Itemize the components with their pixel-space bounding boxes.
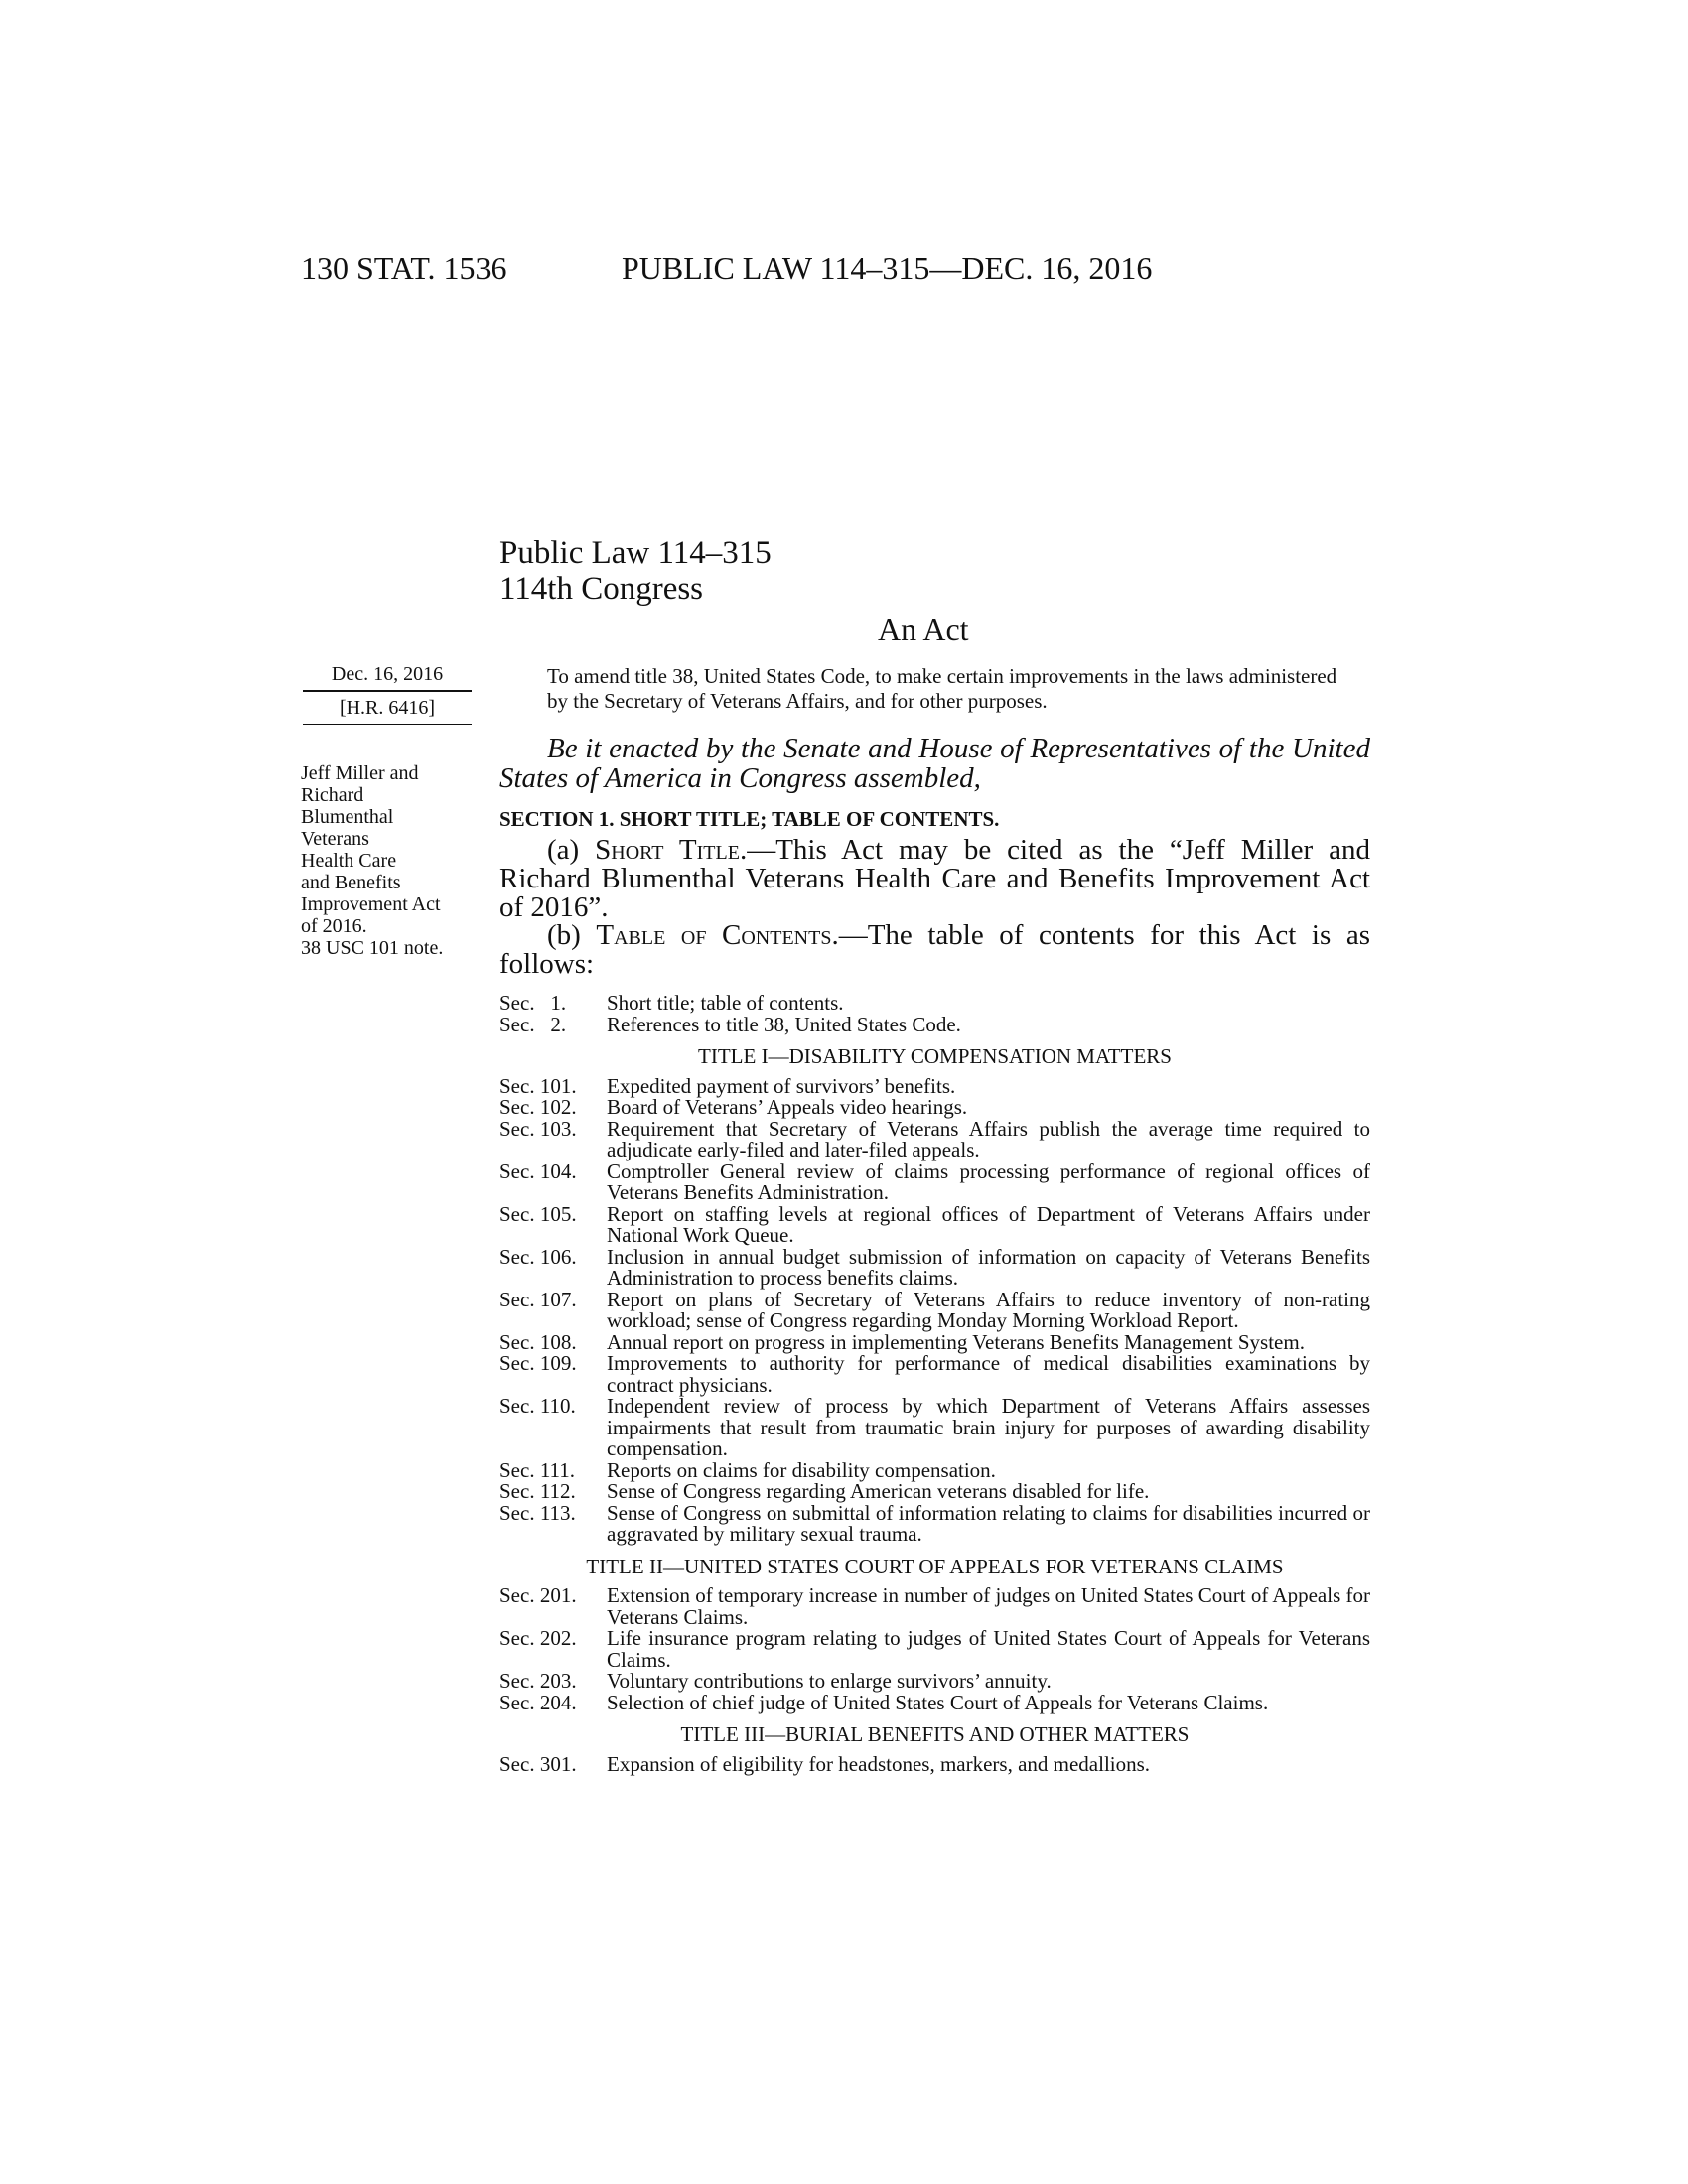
toc-entry: [499, 1353, 1370, 1396]
toc-section-title: References to title 38, United States Code.: [607, 1012, 961, 1036]
toc-section-title: Life insurance program relating to judges of United States Court of Appeals for Veterans Claims.: [607, 1626, 1370, 1672]
toc-section-number: Sec. 202.: [499, 1626, 577, 1650]
toc-section-title: Annual report on progress in implementing Veterans Benefits Management System.: [607, 1329, 1305, 1354]
margin-note-line: Blumenthal: [301, 806, 394, 828]
toc-entry: [499, 1073, 1370, 1098]
short-title-paragraph: [499, 836, 1370, 922]
toc-section-title: Inclusion in annual budget submission of information on capacity of Veterans Benefits Administration to process benefits claims.: [607, 1244, 1370, 1290]
section-heading: SECTION 1. SHORT TITLE; TABLE OF CONTENTS.: [499, 807, 1000, 831]
toc-entry: [499, 1329, 1370, 1354]
toc-section-number: Sec. 110.: [499, 1394, 576, 1418]
toc-title-heading: TITLE I—DISABILITY COMPENSATION MATTERS: [698, 1044, 1172, 1068]
toc-section-number: Sec. 105.: [499, 1201, 577, 1226]
margin-note-line: Improvement Act: [301, 893, 441, 915]
toc-section-title: Reports on claims for disability compensation.: [607, 1457, 996, 1482]
toc-section-title: Report on staffing levels at regional offices of Department of Veterans Affairs under National Work Queue.: [607, 1201, 1370, 1247]
toc-entry: [499, 1457, 1370, 1482]
enactment-date: Dec. 16, 2016: [331, 663, 444, 685]
toc-entry: [499, 1396, 1370, 1460]
toc-section-number: Sec. 111.: [499, 1457, 576, 1482]
toc-entry: [499, 1201, 1370, 1247]
paragraph-caption: Table of Contents: [596, 919, 832, 951]
law-number: Public Law 114–315: [499, 535, 772, 571]
an-act-heading: An Act: [878, 612, 969, 647]
congress: 114th Congress: [499, 571, 704, 607]
toc-section-title: Report on plans of Secretary of Veterans Affairs to reduce inventory of non-rating workload; sense of Congress regarding Monday Morning Workload Report.: [607, 1287, 1370, 1332]
toc-section-title: Improvements to authority for performance of medical disabilities examinations by contract physicians.: [607, 1351, 1370, 1397]
toc-section-title: Sense of Congress regarding American veterans disabled for life.: [607, 1479, 1150, 1503]
toc-section-number: Sec. 104.: [499, 1159, 577, 1183]
toc-section-number: Sec. 204.: [499, 1690, 577, 1714]
stat-page-number: 130 STAT. 1536: [301, 250, 507, 286]
toc-section-number: Sec. 112.: [499, 1479, 576, 1503]
public-law-header: PUBLIC LAW 114–315—DEC. 16, 2016: [622, 250, 1153, 286]
toc-entry: [499, 1628, 1370, 1671]
toc-section-number: Sec. 101.: [499, 1073, 577, 1098]
divider: [303, 724, 472, 725]
toc-section-title: Voluntary contributions to enlarge survivors’ annuity.: [607, 1669, 1052, 1693]
paragraph-label: (b): [547, 919, 597, 951]
toc-section-title: Extension of temporary increase in number of judges on United States Court of Appeals for Veterans Claims.: [607, 1583, 1370, 1629]
toc-section-title: Expedited payment of survivors’ benefits.: [607, 1073, 956, 1098]
toc-section-number: Sec. 113.: [499, 1500, 576, 1525]
toc-entry: [499, 1012, 1370, 1036]
toc-section-title: Requirement that Secretary of Veterans Affairs publish the average time required to adjudicate early-filed and later-filed appeals.: [607, 1116, 1370, 1161]
toc-section-number: Sec. 107.: [499, 1287, 577, 1311]
toc-section-title: Independent review of process by which Department of Veterans Affairs assesses impairments that result from traumatic brain injury for purposes of awarding disability compensation.: [607, 1394, 1370, 1460]
toc-entry: [499, 1244, 1370, 1290]
margin-note-line: of 2016.: [301, 915, 367, 937]
toc-section-title: Sense of Congress on submittal of information relating to claims for disabilities incurred or aggravated by military sexual trauma.: [607, 1500, 1370, 1546]
toc-section-number: Sec. 108.: [499, 1329, 577, 1354]
toc-entry: [499, 1116, 1370, 1161]
toc-section-number: Sec. 1.: [499, 991, 567, 1015]
toc-section-title: Selection of chief judge of United States Court of Appeals for Veterans Claims.: [607, 1690, 1269, 1714]
paragraph-label: (a): [547, 834, 596, 866]
toc-section-number: Sec. 103.: [499, 1116, 577, 1141]
margin-note-line: Richard: [301, 784, 364, 806]
toc-entry: [499, 1671, 1370, 1693]
paragraph-text: .—This Act may be cited as the “Jeff Miller and Richard Blumenthal Veterans Health Care and Benefits Improvement Act of 2016”.: [499, 834, 1371, 923]
toc-section-number: Sec. 109.: [499, 1351, 577, 1375]
toc-section-number: Sec. 201.: [499, 1583, 577, 1607]
toc-section-title: Board of Veterans’ Appeals video hearings.: [607, 1095, 968, 1119]
toc-entry: [499, 993, 1370, 1015]
toc-section-number: Sec. 106.: [499, 1244, 577, 1269]
margin-note: [301, 762, 490, 959]
paragraph-text: .—The table of contents for this Act is as follows:: [499, 919, 1370, 980]
purpose-clause: To amend title 38, United States Code, to make certain improvements in the laws administered by the Secretary of Veterans Affairs, and for other purposes.: [547, 664, 1337, 713]
toc-entry: [499, 1585, 1370, 1628]
law-title-block: [499, 535, 772, 607]
margin-note-line: 38 USC 101 note.: [301, 937, 444, 959]
divider: [303, 690, 472, 692]
margin-note-line: Jeff Miller and: [301, 762, 419, 784]
enacting-clause: Be it enacted by the Senate and House of Representatives of the United States of America in Congress assembled,: [499, 733, 1370, 794]
toc-section-number: Sec. 203.: [499, 1669, 577, 1693]
toc-section-number: Sec. 301.: [499, 1751, 577, 1776]
margin-note-line: and Benefits: [301, 872, 401, 893]
toc-entry: [499, 1097, 1370, 1119]
table-of-contents: [499, 993, 1370, 1775]
toc-entry: [499, 1287, 1370, 1332]
toc-entry: [499, 1481, 1370, 1503]
running-header: [301, 250, 1688, 290]
toc-section-title: Comptroller General review of claims processing performance of regional offices of Veterans Benefits Administration.: [607, 1159, 1370, 1204]
date-bill-box: [303, 663, 472, 730]
toc-entry: [499, 1161, 1370, 1204]
toc-entry: [499, 1751, 1370, 1776]
toc-section-title: Short title; table of contents.: [607, 991, 844, 1015]
toc-section-number: Sec. 2.: [499, 1012, 567, 1036]
toc-entry: [499, 1500, 1370, 1546]
toc-section-number: Sec. 102.: [499, 1095, 577, 1119]
toc-title-heading: TITLE III—BURIAL BENEFITS AND OTHER MATTERS: [680, 1722, 1190, 1746]
margin-note-line: Veterans: [301, 828, 369, 850]
table-of-contents-paragraph: [499, 921, 1370, 979]
toc-entry: [499, 1690, 1370, 1714]
bill-number: [H.R. 6416]: [339, 697, 436, 719]
paragraph-caption: Short Title: [595, 834, 740, 866]
toc-section-title: Expansion of eligibility for headstones, markers, and medallions.: [607, 1751, 1151, 1776]
toc-title-heading: TITLE II—UNITED STATES COURT OF APPEALS FOR VETERANS CLAIMS: [586, 1554, 1284, 1578]
margin-note-line: Health Care: [301, 850, 397, 872]
